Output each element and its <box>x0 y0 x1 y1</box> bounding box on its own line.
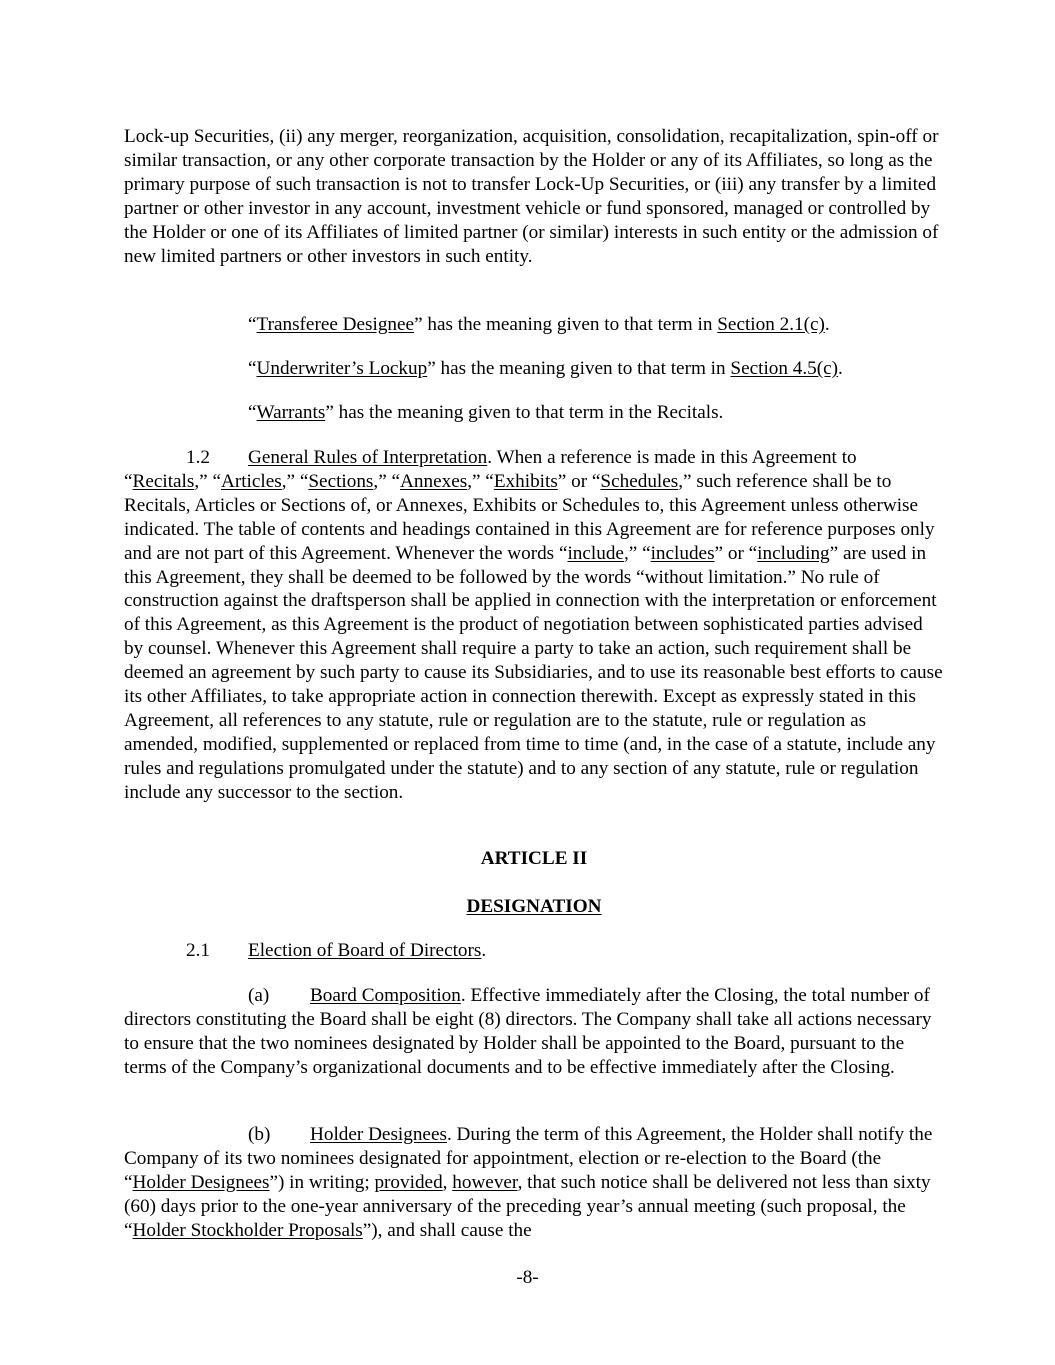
page-number: -8- <box>516 1267 539 1288</box>
section-number: 1.2 <box>186 447 210 468</box>
section-2-1: 2.1 Election of Board of Directors. <box>186 940 487 961</box>
defined-term: Transferee Designee <box>256 314 415 335</box>
definition-text: ” has the meaning given to that term in <box>414 314 718 335</box>
section-1-2: 1.2 General Rules of Interpretation. When a reference is made in this Agreement to “Recitals,” “Articles,” “Sections,” “Annexes,” “Exhibits” or “Schedules,” such reference shall be to Recitals, Articles or Sections of, or Annexes, Exhibits or Schedules to, this Agreement unless otherwise indicated. The table of contents and headings contained in this Agreement are for reference purposes only and are not part of this Agreement. Whenever the words “include,” “includes” or “including” are used in this Agreement, they shall be deemed to be followed by the words “without limitation.” No rule of construction against the draftsperson shall be applied in connection with the interpretation or enforcement of this Agreement, as this Agreement is the product of negotiation between sophisticated parties advised by counsel. Whenever this Agreement shall require a party to take an action, such requirement shall be deemed an agreement by such party to cause its Subsidiaries, and to use its reasonable best efforts to cause its other Affiliates, to take appropriate action in connection therewith. Except as expressly stated in this Agreement, all references to any statute, rule or regulation are to the statute, rule or regulation as amended, modified, supplemented or replaced from time to time (and, in the case of a statute, include any rules and regulations promulgated under the statute) and to any section of any statute, rule or regulation include any successor to the section. <box>124 447 943 803</box>
definition-underwriters-lockup <box>124 357 944 381</box>
continuation-paragraph <box>124 125 944 268</box>
section-reference: Section 2.1(c) <box>717 314 825 335</box>
subsection-text: . Effective immediately after the Closing, the total number of directors constituting the Board shall be eight (8) directors. The Company shall take all actions necessary to ensure that the two nominees designated by Holder shall be appointed to the Board, pursuant to the terms of the Company’s organizational documents and to be effective immediately after the Closing. <box>124 985 932 1078</box>
definition-end: . <box>838 358 843 379</box>
subsection-a <box>124 984 944 1080</box>
definition-warrants <box>124 401 944 425</box>
quote-open: “ <box>248 358 257 379</box>
quote-open: “ <box>248 314 257 335</box>
subsection-b: (b) Holder Designees. During the term of this Agreement, the Holder shall notify the Company of its two nominees designated for appointment, election or re-election to the Board (the “Holder Designees”) in writing; provided, however, that such notice shall be delivered not less than sixty (60) days prior to the one-year anniversary of the preceding year’s annual meeting (such proposal, the “Holder Stockholder Proposals”), and shall cause the <box>124 1124 933 1241</box>
quote-open: “ <box>248 402 257 423</box>
definition-text: ” has the meaning given to that term in <box>427 358 731 379</box>
subsection-title: Holder Designees <box>310 1124 447 1145</box>
article-number: ARTICLE II <box>480 848 588 869</box>
subsection-label: (a) <box>248 985 270 1006</box>
defined-term: Warrants <box>256 402 326 423</box>
section-title: General Rules of Interpretation <box>248 447 488 468</box>
section-title: Election of Board of Directors <box>248 940 482 961</box>
definition-text: ” has the meaning given to that term in the Recitals. <box>325 402 724 423</box>
continuation-text: Lock-up Securities, (ii) any merger, reorganization, acquisition, consolidation, recapitalization, spin-off or similar transaction, or any other corporate transaction by the Holder or any of its Affiliates, so long as the primary purpose of such transaction is not to transfer Lock-Up Securities, or (iii) any transfer by a limited partner or other investor in any account, investment vehicle or fund sponsored, managed or controlled by the Holder or one of its Affiliates of limited partner (or similar) interests in such entity or the admission of new limited partners or other investors in such entity. <box>124 126 939 267</box>
definition-end: . <box>824 314 830 335</box>
section-number: 2.1 <box>186 940 210 961</box>
defined-term: Underwriter’s Lockup <box>256 358 428 379</box>
definition-transferee-designee <box>124 313 944 337</box>
subsection-label: (b) <box>248 1124 271 1145</box>
subsection-title: Board Composition <box>310 985 461 1006</box>
article-title: DESIGNATION <box>466 896 602 917</box>
section-reference: Section 4.5(c) <box>730 358 839 379</box>
